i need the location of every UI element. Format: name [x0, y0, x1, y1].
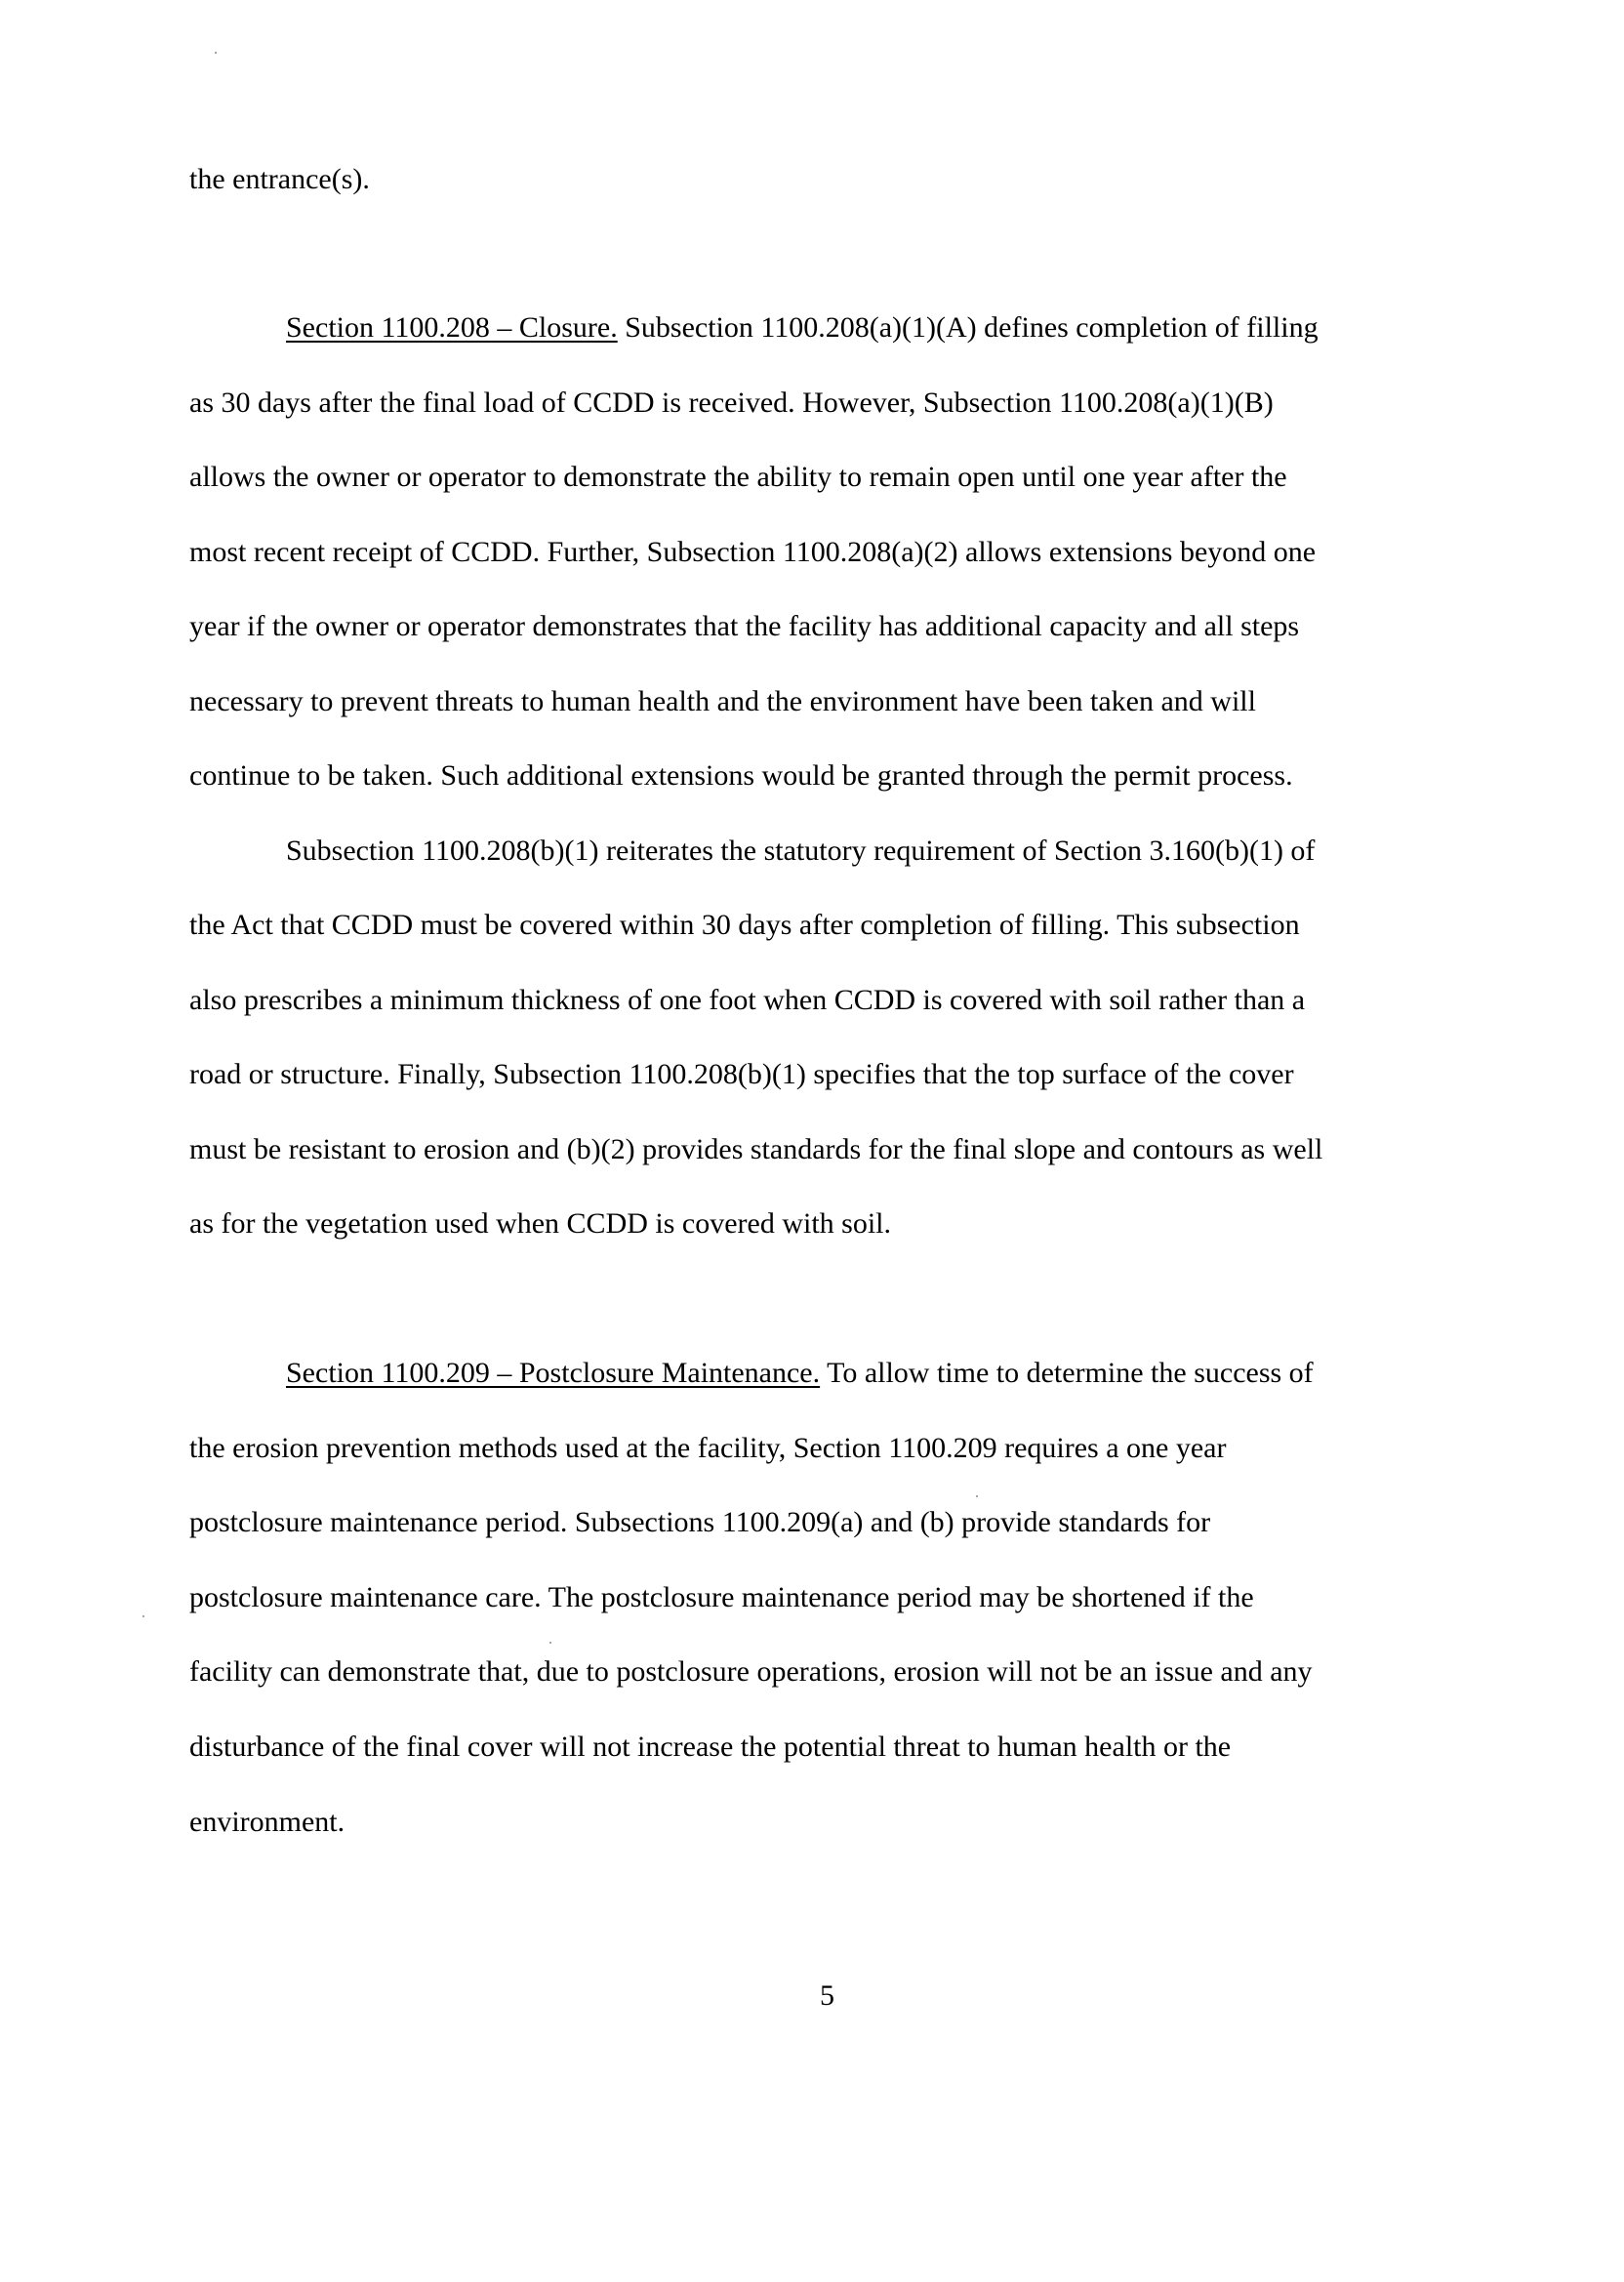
section-heading: Section 1100.209 – Postclosure Maintenance.: [286, 1357, 821, 1389]
text-line: allows the owner or operator to demonstrate the ability to remain open until one year after the: [189, 461, 1287, 493]
scan-speck: [142, 1615, 144, 1617]
text-span: Subsection 1100.208(a)(1)(A) defines completion of filling: [617, 311, 1319, 344]
text-line: disturbance of the final cover will not increase the potential threat to human health or the: [189, 1731, 1232, 1763]
scan-speck: [215, 52, 217, 54]
text-span: To allow time to determine the success of: [820, 1357, 1314, 1389]
section-1100-208-line: [286, 310, 1319, 346]
section-heading: Section 1100.208 – Closure.: [286, 311, 618, 344]
text-line: continue to be taken. Such additional extensions would be granted through the permit process.: [189, 759, 1293, 792]
text-line: also prescribes a minimum thickness of one foot when CCDD is covered with soil rather than a: [189, 984, 1306, 1016]
text-line: the Act that CCDD must be covered within 30 days after completion of filling. This subsection: [189, 909, 1300, 941]
page-number: 5: [820, 1979, 834, 2012]
text-line: road or structure. Finally, Subsection 1100.208(b)(1) specifies that the top surface of the cover: [189, 1058, 1294, 1090]
text-line: Subsection 1100.208(b)(1) reiterates the statutory requirement of Section 3.160(b)(1) of: [286, 835, 1316, 867]
text-line: must be resistant to erosion and (b)(2) provides standards for the final slope and contours as well: [189, 1133, 1323, 1165]
text-line: as for the vegetation used when CCDD is covered with soil.: [189, 1207, 892, 1240]
text-line: necessary to prevent threats to human health and the environment have been taken and will: [189, 685, 1256, 717]
text-line: the erosion prevention methods used at the facility, Section 1100.209 requires a one year: [189, 1432, 1227, 1464]
text-line: as 30 days after the final load of CCDD is received. However, Subsection 1100.208(a)(1)(B): [189, 387, 1274, 419]
text-line: postclosure maintenance care. The postclosure maintenance period may be shortened if the: [189, 1581, 1254, 1613]
text-line: facility can demonstrate that, due to postclosure operations, erosion will not be an issue and any: [189, 1655, 1313, 1688]
scan-speck: [976, 1495, 978, 1497]
text-line: year if the owner or operator demonstrates that the facility has additional capacity and all steps: [189, 610, 1300, 642]
text-line: environment.: [189, 1806, 345, 1838]
scan-speck: [549, 1642, 551, 1644]
text-line: postclosure maintenance period. Subsections 1100.209(a) and (b) provide standards for: [189, 1506, 1211, 1538]
text-line: the entrance(s).: [189, 163, 370, 195]
text-line: most recent receipt of CCDD. Further, Subsection 1100.208(a)(2) allows extensions beyond one: [189, 536, 1317, 568]
section-1100-209-line: [286, 1356, 1314, 1391]
